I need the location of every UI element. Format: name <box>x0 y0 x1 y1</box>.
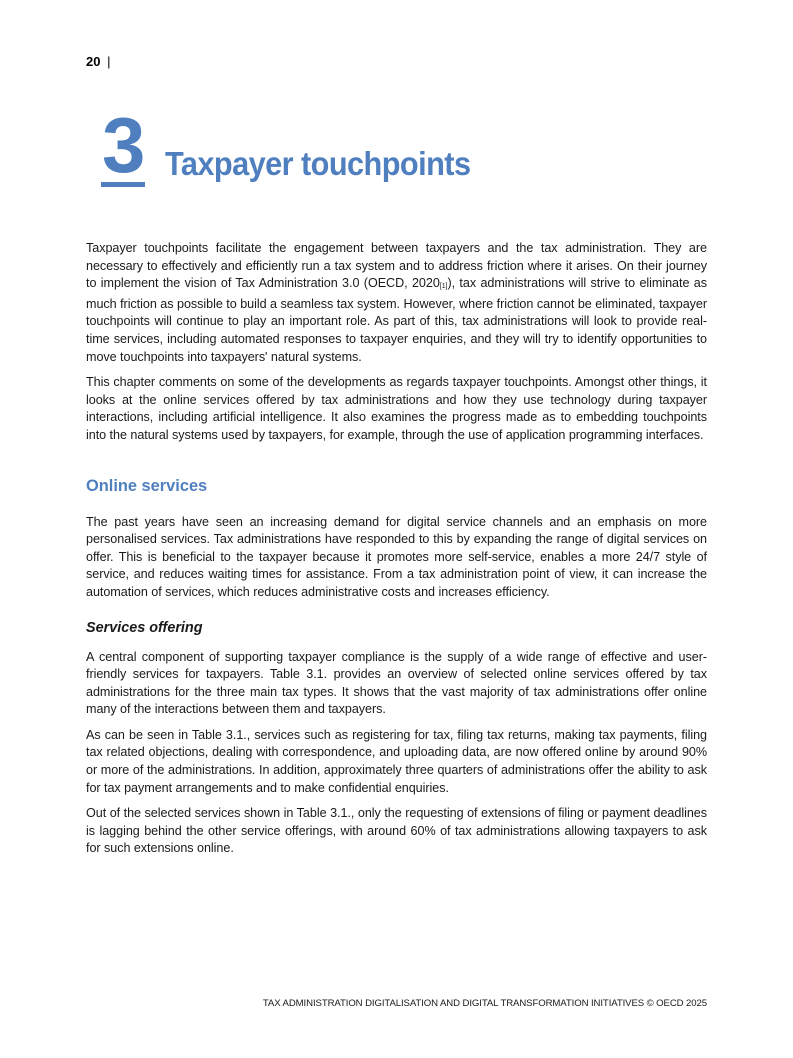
online-services-paragraph-1: The past years have seen an increasing demand for digital service channels and an emphasis on more personalised services. Tax administrations have responded to this by expanding the range of digital services on offer. This is beneficial to the taxpayer because it promotes more self-service, enables a more 24/7 style of service, and reduces waiting times for assistance. From a tax administration point of view, it can increase the automation of services, which reduces administrative costs and increases efficiency. <box>86 514 707 599</box>
page-content <box>86 240 707 866</box>
page-number-separator: | <box>107 54 111 69</box>
page-footer: TAX ADMINISTRATION DIGITALISATION AND DIGITAL TRANSFORMATION INITIATIVES © OECD 2025 <box>262 998 707 1009</box>
page-header <box>86 54 110 69</box>
services-offering-paragraph-1: A central component of supporting taxpayer compliance is the supply of a wide range of effective and user-friendly services for taxpayers. Table 3.1. provides an overview of selected online services offered by tax administrations for the three main tax types. It shows that the vast majority of tax administrations offer online many of the interactions between them and taxpayers. <box>86 649 707 717</box>
chapter-header <box>101 101 494 189</box>
section-heading-online-services: Online services <box>86 476 208 495</box>
chapter-title: Taxpayer touchpoints <box>165 145 471 182</box>
reference-marker[interactable]: [1] <box>439 283 448 291</box>
chapter-number: 3 <box>102 101 144 189</box>
services-offering-paragraph-2: As can be seen in Table 3.1., services such as registering for tax, filing tax returns, making tax payments, filing tax related objections, dealing with correspondence, and uploading data, are now offered online by around 90% or more of the administrations. In addition, approximately three quarters of administrations offer the ability to ask for tax payment arrangements and to make confidential enquiries. <box>86 727 707 795</box>
subsection-heading-services-offering: Services offering <box>86 619 203 636</box>
intro-paragraph-1-text-continued: ), tax administrations will strive to eliminate as much friction as possible to build a seamless tax system. However, where friction cannot be eliminated, taxpayer touchpoints will continue to play an important role. As part of this, tax administrations will look to provide real-time services, including automated responses to taxpayer enquiries, and they will try to identify opportunities to move touchpoints into taxpayers' natural systems. <box>86 276 707 364</box>
intro-paragraph-1-text: Taxpayer touchpoints facilitate the engagement between taxpayers and the tax administration. They are necessary to effectively and efficiently run a tax system and to address friction where it arises. On their journey to implement the vision of Tax Administration 3.0 (OECD, 2020 <box>86 241 707 291</box>
intro-paragraph-2: This chapter comments on some of the developments as regards taxpayer touchpoints. Amongst other things, it looks at the online services offered by tax administrations and how they use technology during taxpayer interactions, including artificial intelligence. It also examines the progress made as to embedding touchpoints into the natural systems used by taxpayers, for example, through the use of application programming interfaces. <box>86 375 707 442</box>
page-number: 20 <box>86 54 101 69</box>
intro-paragraph-1 <box>86 240 707 366</box>
services-offering-paragraph-3: Out of the selected services shown in Table 3.1., only the requesting of extensions of filing or payment deadlines is lagging behind the other service offerings, with around 60% of tax administrations allowing taxpayers to ask for such extensions online. <box>86 806 707 856</box>
